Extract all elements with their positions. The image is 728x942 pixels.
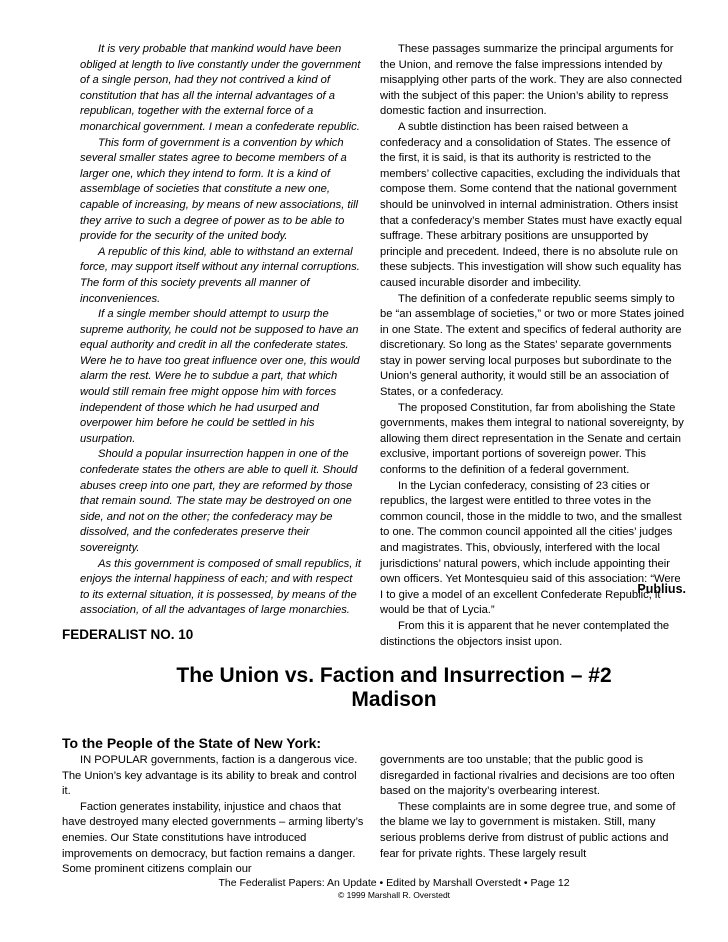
quote-paragraph: If a single member should attempt to usurp the supreme authority, he could not be supposed to have an equal authority and credit in all the confederate states. Were he to have too great influence over one, this would alarm the rest. Were he to subdue a part, that which would still remain free might oppose him with forces independent of those which he had usurped and overpower him before he could be settled in his usurpation. bbox=[80, 308, 360, 445]
intro-right-column bbox=[380, 753, 686, 862]
commentary-paragraph: From this it is apparent that he never contemplated the distinctions the objectors insist upon. bbox=[380, 619, 670, 648]
paper-title: The Union vs. Faction and Insurrection – #2 bbox=[176, 664, 612, 687]
copyright-notice: © 1999 Marshall R. Overstedt bbox=[337, 890, 451, 900]
intro-left-column bbox=[62, 753, 366, 878]
paper-author: Madison bbox=[351, 688, 437, 711]
page-footer: The Federalist Papers: An Update • Edited by Marshall Overstedt • Page 12 bbox=[218, 877, 570, 889]
paper-title-block bbox=[62, 664, 726, 712]
paper-number: FEDERALIST NO. 10 bbox=[62, 627, 194, 642]
commentary-paragraph: A subtle distinction has been raised between a confederacy and a consolidation of States. The essence of the first, it is said, is that its authority is restricted to the members’ collective capacities, excluding the individuals that compose them. Some contend that the national government should be uninvolved in internal administration. Others insist that a confederacy’s member States must have exactly equal suffrage. These arbitrary positions are unsupported by principle and precedent. Indeed, there is no absolute rule on these subjects. This investigation will show such equality has caused incurable disorder and imbecility. bbox=[380, 120, 683, 289]
montesquieu-quote bbox=[80, 42, 362, 619]
intro-paragraph: These complaints are in some degree true, and some of the blame we lay to government is mistaken. Still, many serious problems derive from distrust of public actions and fear for private rights. These largely result bbox=[380, 800, 676, 860]
commentary-paragraph: The definition of a confederate republic seems simply to be “an assemblage of societies,” or two or more States joined in one State. The extent and specifics of federal authority are discretionary. So long as the States’ separate governments stay in power serving local purposes but subordinate to the Union’s general authority, it would still be an association of States, or a confederacy. bbox=[380, 292, 685, 399]
commentary-paragraph: These passages summarize the principal arguments for the Union, and remove the false impressions intended by misapplying other parts of the work. They are also connected with the subject of this paper: the Union’s ability to repress domestic faction and insurrection. bbox=[380, 43, 683, 118]
signature: Publius. bbox=[637, 582, 686, 596]
salutation: To the People of the State of New York: bbox=[62, 735, 322, 751]
commentary-column bbox=[380, 42, 686, 650]
quote-paragraph: Should a popular insurrection happen in one of the confederate states the others are able to quell it. Should abuses creep into one part, they are reformed by those that remain sound. The state may be destroyed on one side, and not on the other; the confederacy may be dissolved, and the confederates preserve their sovereignty. bbox=[80, 448, 358, 554]
quote-paragraph: It is very probable that mankind would have been obliged at length to live constantly under the government of a single person, had they not contrived a kind of constitution that has all the internal advantages of a republican, together with the external force of a monarchical government. I mean a confederate republic. bbox=[80, 43, 361, 133]
intro-paragraph: Faction generates instability, injustice and chaos that have destroyed many elected governments – arming liberty’s enemies. Our State constitutions have introduced improvements on democracy, but faction remains a danger. Some prominent citizens complain our bbox=[62, 800, 364, 876]
commentary-paragraph: In the Lycian confederacy, consisting of 23 cities or republics, the largest were entitled to three votes in the common council, those in the middle to two, and the smallest to one. The common council appointed all the cities’ judges and magistrates. This, obviously, interfered with the local jurisdictions’ natural powers, which include appointing their own officers. Yet Montesquieu said of this association: “Were I to give a model of an excellent Confederate Republic, it would be that of Lycia.” bbox=[380, 479, 682, 617]
intro-paragraph: IN POPULAR governments, faction is a dangerous vice. The Union’s key advantage is its ability to break and control it. bbox=[62, 754, 358, 798]
intro-paragraph: governments are too unstable; that the public good is disregarded in factional rivalries and decisions are too often based on the majority’s overbearing interest. bbox=[380, 754, 675, 798]
commentary-paragraph: The proposed Constitution, far from abolishing the State governments, makes them integral to national sovereignty, by allowing them direct representation in the Senate and certain exclusive, important portions of sovereign power. This conforms to the definition of a federal government. bbox=[380, 401, 684, 477]
quote-paragraph: A republic of this kind, able to withstand an external force, may support itself without any internal corruptions. The form of this society prevents all manner of inconveniences. bbox=[80, 245, 360, 305]
quote-paragraph: As this government is composed of small republics, it enjoys the internal happiness of each; and with respect to its external situation, it is possessed, by means of the association, of all the advantages of large monarchies. bbox=[80, 557, 362, 617]
quote-paragraph: This form of government is a convention by which several smaller states agree to become members of a larger one, which they intend to form. It is a kind of assemblage of societies that constitute a new one, capable of increasing, by means of new associations, till they arrive to such a degree of power as to be able to provide for the security of the united body. bbox=[80, 136, 358, 243]
